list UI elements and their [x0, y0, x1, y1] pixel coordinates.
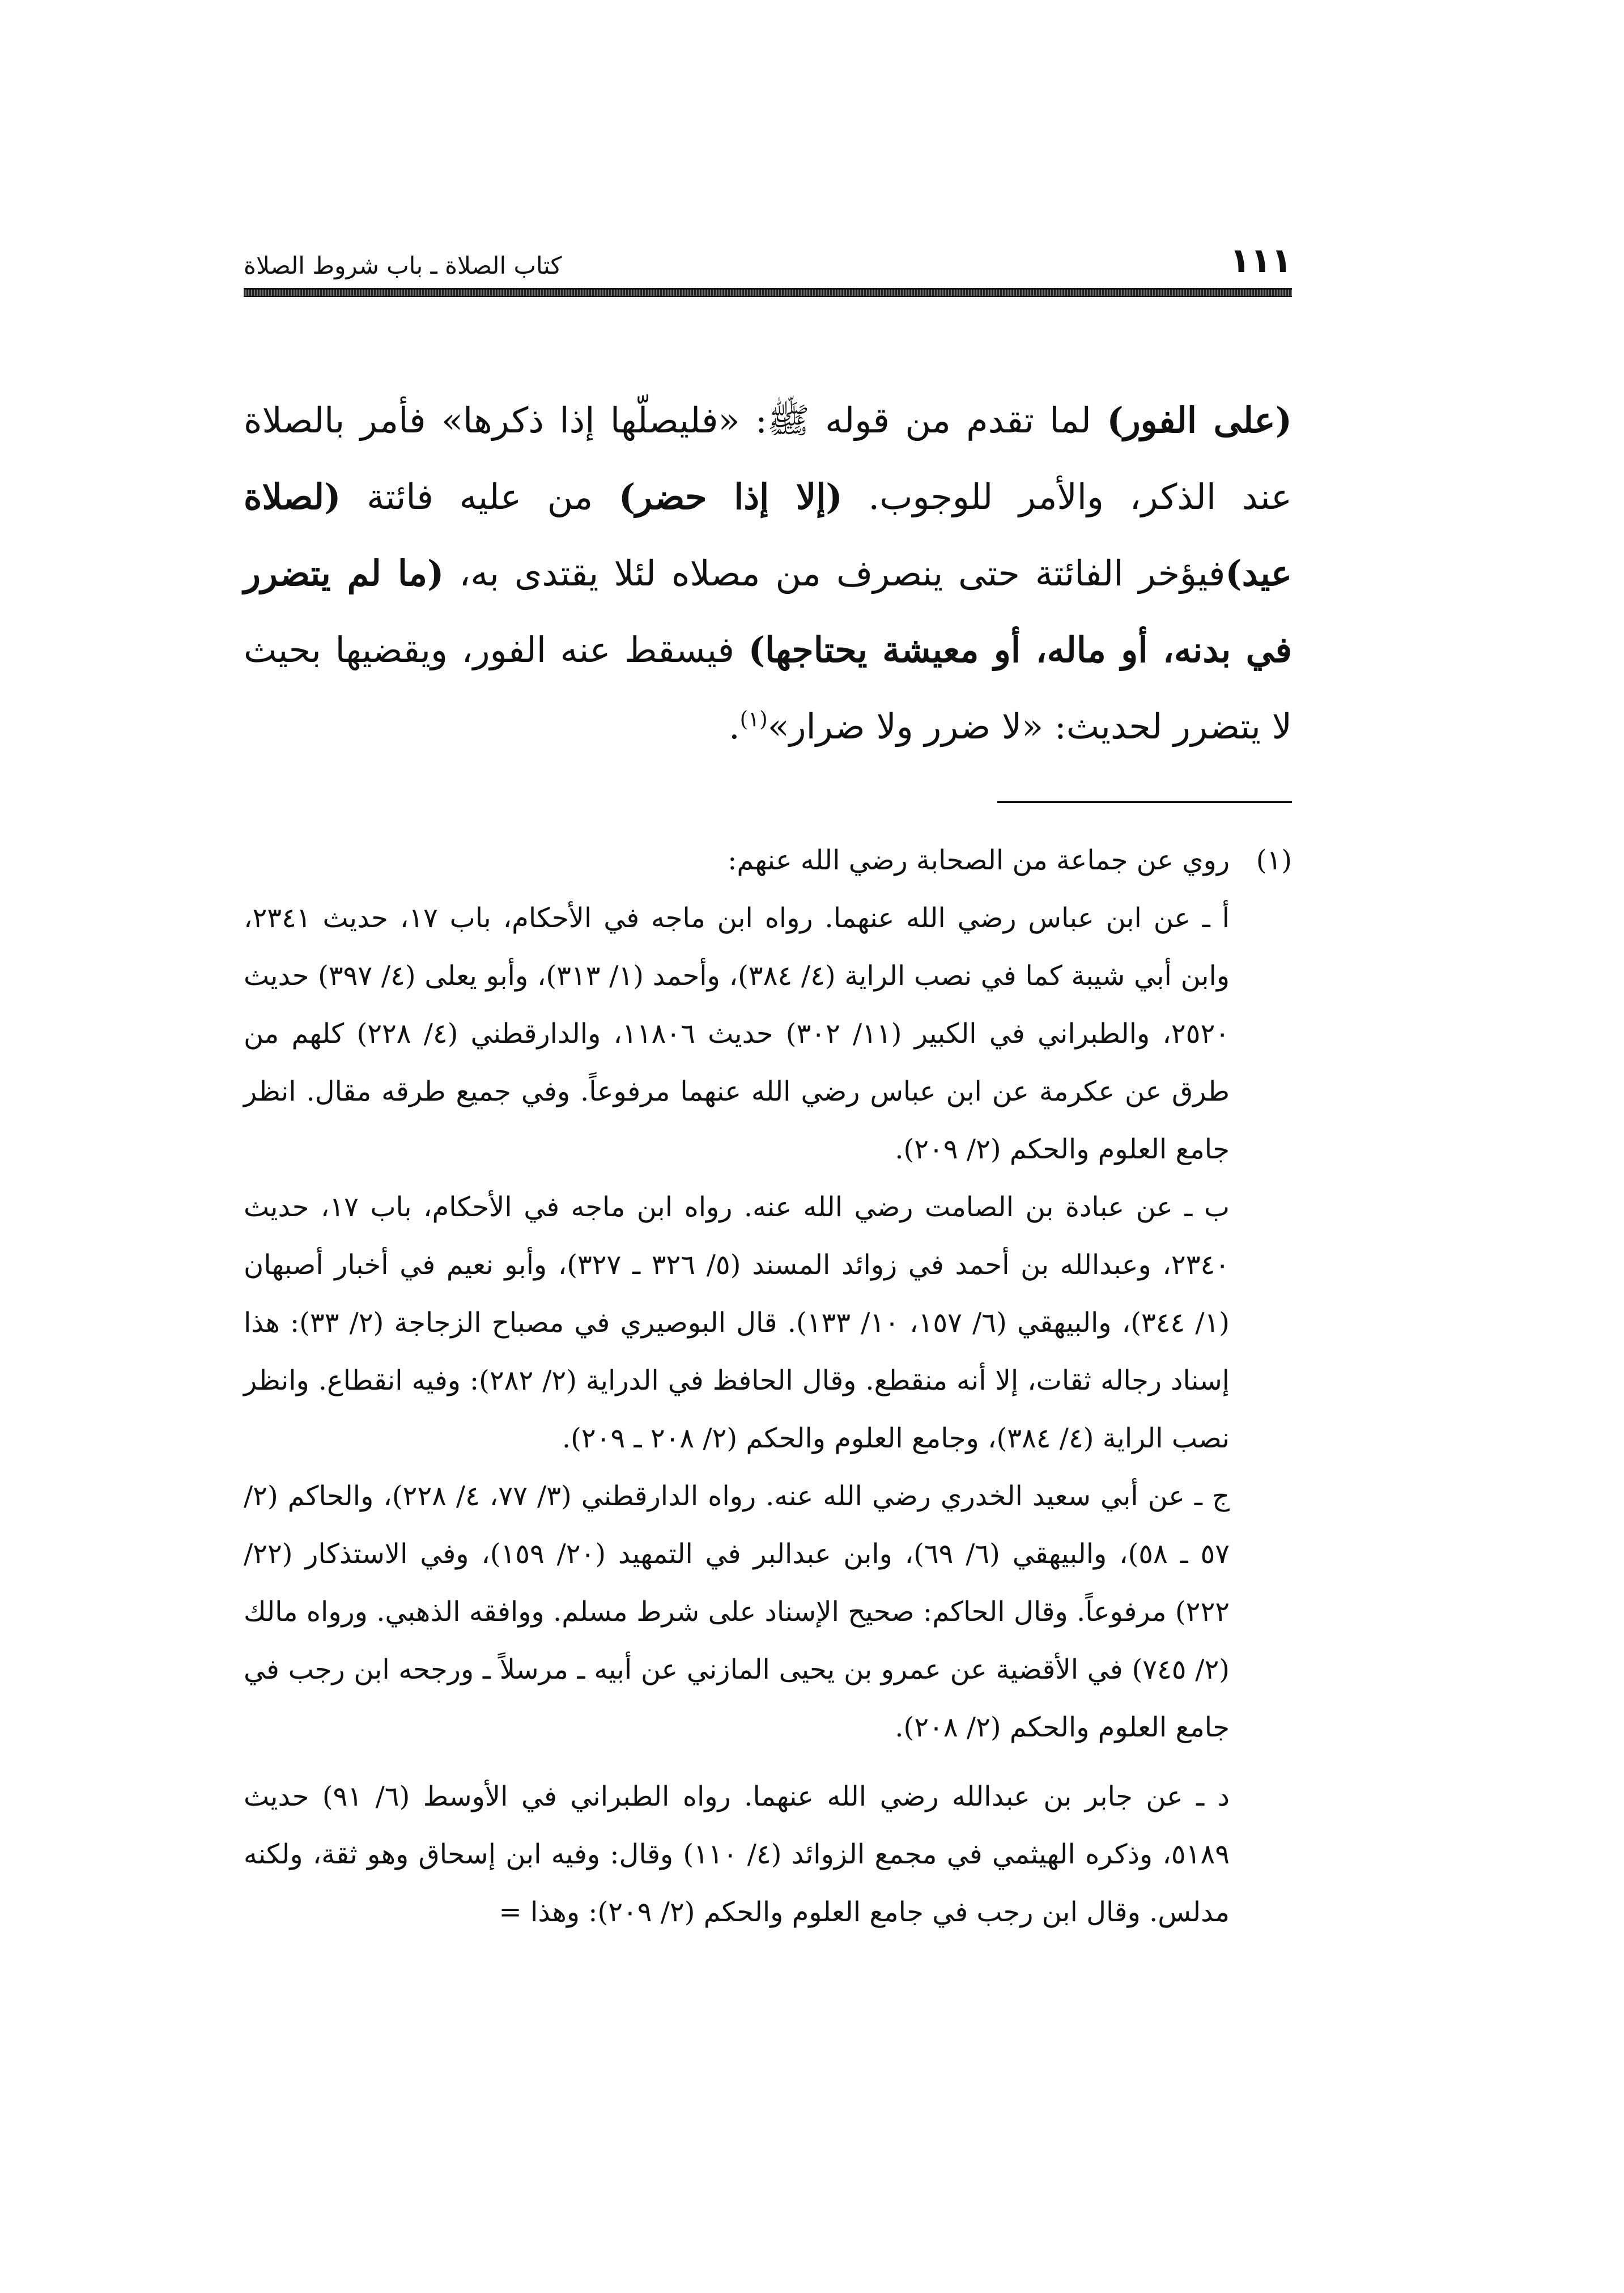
page-header: [244, 193, 1292, 288]
footnote-reference: (١): [739, 706, 768, 732]
footnote-intro: روي عن جماعة من الصحابة رضي الله عنهم:: [728, 844, 1230, 876]
bold-phrase: (إلا إذا حضر): [618, 476, 843, 517]
text-run: لما تقدم من قوله ﷺ: «فليصلّها إذا ذكرها» فأمر بالصلاة عند الذكر، والأمر للوجوب.: [244, 400, 1292, 517]
header-rule: [244, 288, 1292, 297]
text-run: فيؤخر الفائتة حتى ينصرف من مصلاه لئلا يقتدى به،: [444, 553, 1226, 594]
footnote-item-c: ج ـ عن أبي سعيد الخدري رضي الله عنه. رواه الدارقطني (٣/ ٧٧، ٤/ ٢٢٨)، والحاكم (٢/ ٥٧ ـ ٥٨)، والبيهقي (٦/ ٦٩)، وابن عبدالبر في التمهيد (٢٠/ ١٥٩)، وفي الاستذكار (٢٢/ ٢٢٢) مرفوعاً. وقال الحاكم: صحيح الإسناد على شرط مسلم. ووافقه الذهبي. ورواه مالك (٢/ ٧٤٥) في الأقضية عن عمرو بن يحيى المازني عن أبيه ـ مرسلاً ـ ورجحه ابن رجب في جامع العلوم والحكم (٢/ ٢٠٨).: [244, 1480, 1230, 1743]
running-title: كتاب الصلاة ـ باب شروط الصلاة: [244, 252, 562, 279]
footnote-number: (١): [1256, 844, 1292, 876]
book-page: [244, 193, 1292, 2233]
bold-phrase: (على الفور): [1107, 400, 1292, 441]
footnote-item-b: ب ـ عن عبادة بن الصامت رضي الله عنه. رواه ابن ماجه في الأحكام، باب ١٧، حديث ٢٣٤٠، وعبدالله بن أحمد في زوائد المسند (٥/ ٣٢٦ ـ ٣٢٧)، وأبو نعيم في أخبار أصبهان (١/ ٣٤٤)، والبيهقي (٦/ ١٥٧، ١٠/ ١٣٣). قال البوصيري في مصباح الزجاجة (٢/ ٣٣): هذا إسناد رجاله ثقات، إلا أنه منقطع. وقال الحافظ في الدراية (٢/ ٢٨٢): وفيه انقطاع. وانظر نصب الراية (٤/ ٣٨٤)، وجامع العلوم والحكم (٢/ ٢٠٨ ـ ٢٠٩).: [244, 1191, 1230, 1454]
main-text: [244, 382, 1292, 765]
page-number: ١١١: [1230, 241, 1292, 281]
footnote-body: [244, 831, 1230, 1941]
period: .: [728, 706, 740, 747]
footnotes: [244, 831, 1292, 1941]
footnote-1: [244, 831, 1292, 1941]
text-run: فيسقط عنه الفور، ويقضيها بحيث لا يتضرر لحديث: «لا ضرر ولا ضرار»: [244, 629, 1292, 747]
bold-phrase: (لصلاة عيد): [244, 476, 1293, 594]
footnote-item-d: د ـ عن جابر بن عبدالله رضي الله عنهما. رواه الطبراني في الأوسط (٦/ ٩١) حديث ٥١٨٩، وذكره الهيثمي في مجمع الزوائد (٤/ ١١٠) وقال: وفيه ابن إسحاق وهو ثقة، ولكنه مدلس. وقال ابن رجب في جامع العلوم والحكم (٢/ ٢٠٩): وهذا =: [244, 1781, 1230, 1928]
footnote-item-a: أ ـ عن ابن عباس رضي الله عنهما. رواه ابن ماجه في الأحكام، باب ١٧، حديث ٢٣٤١، وابن أبي شيبة كما في نصب الراية (٤/ ٣٨٤)، وأحمد (١/ ٣١٣)، وأبو يعلى (٤/ ٣٩٧) حديث ٢٥٢٠، والطبراني في الكبير (١١/ ٣٠٢) حديث ١١٨٠٦، والدارقطني (٤/ ٢٢٨) كلهم من طرق عن عكرمة عن ابن عباس رضي الله عنهما مرفوعاً. وفي جميع طرقه مقال. انظر جامع العلوم والحكم (٢/ ٢٠٩).: [244, 902, 1230, 1165]
text-run: من عليه فائتة: [341, 476, 619, 517]
bold-phrase: (ما لم يتضرر في بدنه، أو ماله، أو معيشة يحتاجها): [244, 553, 1293, 670]
footnote-separator: [997, 801, 1292, 803]
